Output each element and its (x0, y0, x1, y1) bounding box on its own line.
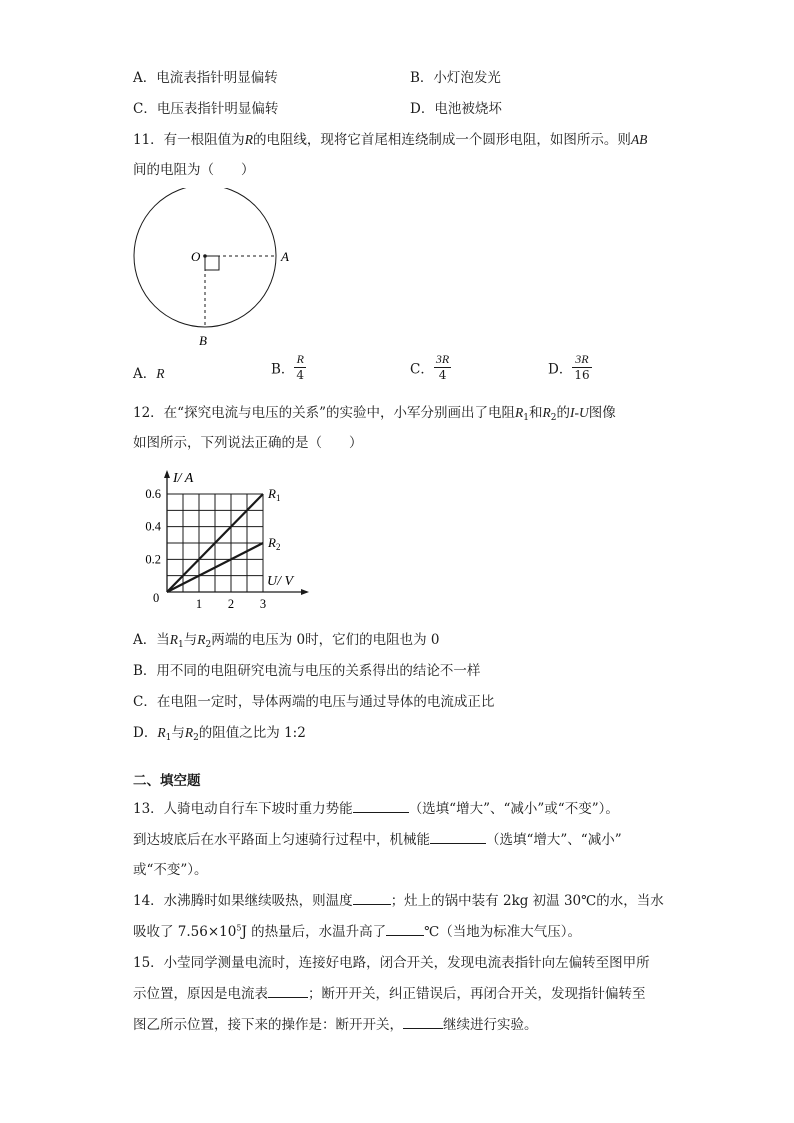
y-tick-label: 0.4 (145, 519, 161, 534)
x-tick-label: 3 (259, 597, 267, 611)
q12-option-b: B．用不同的电阻研究电流与电压的关系得出的结论不一样 (133, 663, 481, 679)
q15-blank-2[interactable] (403, 1015, 443, 1029)
q15-line1: 15．小莹同学测量电流时，连接好电路，闭合开关，发现电流表指针向左偏转至图甲所 (133, 955, 650, 971)
q13-line2: 到达坡底后在水平路面上匀速骑行过程中，机械能 （选填“增大”、“减小” (133, 832, 622, 848)
y-tick-label: 0.6 (145, 487, 161, 501)
q11-option-a: A．R (133, 366, 165, 382)
series-label-r1: $R_1$ (268, 486, 281, 503)
y-axis-label: I/ A (173, 471, 194, 486)
section-title-fill-in: 二、填空题 (133, 773, 201, 789)
q11-option-d: D． $\frac{3R}{16}$ (548, 352, 590, 382)
q10-option-c: C．电压表指针明显偏转 (133, 101, 279, 117)
q11-option-c: C． $\frac{3R}{4}$ (410, 352, 450, 382)
y-tick-label: 0.2 (145, 552, 161, 567)
y-axis-arrow (164, 470, 170, 478)
label-o: O (191, 249, 201, 264)
q12-option-c: C．在电阻一定时，导体两端的电压与通过导体的电流成正比 (133, 694, 495, 710)
q15-line3: 图乙所示位置，接下来的操作是：断开开关， 继续进行实验。 (133, 1017, 538, 1033)
q12-stem-line2: 如图所示，下列说法正确的是（ ） (133, 435, 363, 451)
label-a: A (281, 249, 289, 264)
q11-circle-figure (125, 188, 305, 353)
q10-option-a: A．电流表指针明显偏转 (133, 70, 278, 86)
q14-line2: 吸收了 $7.56\times 10^5J$ 的热量后，水温升高了 ℃（当地为标准大气压）。 (133, 923, 581, 940)
q14-blank-1[interactable] (353, 891, 391, 905)
q13-blank-1[interactable] (353, 799, 409, 813)
q12-stem-line1: 12．在“探究电流与电压的关系”的实验中，小军分别画出了电阻$R_1$和$R_2$的I-U图像 (133, 405, 616, 423)
q13-blank-2[interactable] (430, 830, 486, 844)
x-tick-label: 1 (195, 597, 203, 611)
q15-blank-1[interactable] (268, 984, 308, 998)
q12-iu-chart (130, 462, 315, 612)
origin-label: 0 (153, 591, 160, 605)
x-axis-label: U/ V (267, 574, 294, 589)
label-b: B (199, 333, 207, 348)
q12-option-a: A．当$R_1$与$R_2$两端的电压为 0时，它们的电阻也为 0 (133, 632, 440, 650)
x-axis-arrow (301, 589, 309, 595)
q13-line1: 13．人骑电动自行车下坡时重力势能 （选填“增大”、“减小”或“不变”）。 (133, 801, 619, 817)
q13-line3: 或“不变”）。 (133, 862, 208, 878)
q10-option-b: B．小灯泡发光 (410, 70, 501, 86)
fraction-d: $\frac{3R}{16}$ (574, 352, 590, 382)
fraction-b: $\frac{R}{4}$ (296, 352, 305, 382)
fraction-c: $\frac{3R}{4}$ (435, 352, 450, 382)
q11-stem-line2: 间的电阻为（ ） (133, 162, 255, 178)
q14-line1: 14．水沸腾时如果继续吸热，则温度 ；灶上的锅中装有 2kg 初温 30℃的水，当水 (133, 893, 664, 909)
q15-line2: 示位置，原因是电流表 ；断开开关，纠正错误后，再闭合开关，发现指针偏转至 (133, 986, 646, 1002)
series-label-r2: $R_2$ (268, 535, 281, 552)
q10-option-d: D．电池被烧坏 (410, 101, 502, 117)
x-tick-label: 2 (227, 597, 235, 611)
q11-option-b: B． $\frac{R}{4}$ (271, 352, 305, 382)
right-angle-mark (205, 256, 219, 270)
q14-blank-2[interactable] (386, 922, 424, 936)
q12-option-d: D．$R_1$与$R_2$的阻值之比为 1:2 (133, 725, 306, 743)
q11-stem-line1: 11．有一根阻值为R的电阻线，现将它首尾相连绕制成一个圆形电阻，如图所示。则AB (133, 132, 648, 148)
